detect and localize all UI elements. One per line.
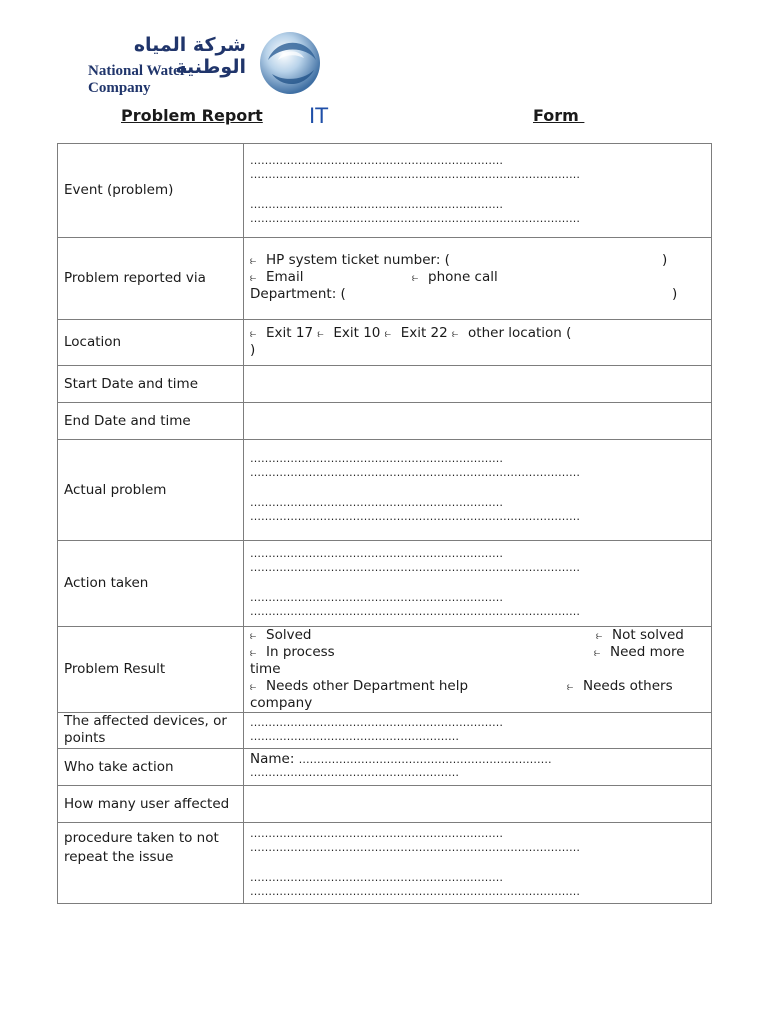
table-row-end xyxy=(58,403,712,440)
dotted-line: ………………………………………………… xyxy=(250,766,459,779)
dotted-line: ……………………………………………………………………………… xyxy=(250,841,580,854)
solved-option-label: Solved xyxy=(266,627,312,643)
checkbox-icon[interactable]: ⥼ xyxy=(250,271,257,284)
name-label: Name: xyxy=(250,751,299,767)
checkbox-icon[interactable]: ⥼ xyxy=(452,327,459,340)
water-drop-logo-icon xyxy=(258,30,322,96)
problem-report-table xyxy=(57,143,712,904)
who-take-action-label: Who take action xyxy=(58,749,244,786)
department-label: Department: ( xyxy=(250,286,346,302)
event-field[interactable] xyxy=(244,144,712,238)
table-row-affected-devices xyxy=(58,713,712,749)
dotted-line: ………………………………………………… xyxy=(250,730,459,743)
table-row-procedure xyxy=(58,823,712,904)
dotted-line: ……………………………………………………………………………… xyxy=(250,885,580,898)
table-row-action-taken xyxy=(58,541,712,627)
table-row-who-take-action xyxy=(58,749,712,786)
reported-via-field xyxy=(244,238,712,320)
checkbox-icon[interactable]: ⥼ xyxy=(317,327,324,340)
dotted-line: …………………………………………………………… xyxy=(250,591,503,604)
checkbox-icon[interactable]: ⥼ xyxy=(412,271,419,284)
dotted-line: ……………………………………………………………………………… xyxy=(250,466,580,479)
dotted-line: …………………………………………………………… xyxy=(250,198,503,211)
checkbox-icon[interactable]: ⥼ xyxy=(250,646,257,659)
needs-others-company-label: company xyxy=(250,695,313,711)
checkbox-icon[interactable]: ⥼ xyxy=(594,646,601,659)
other-location-label: other location ( xyxy=(468,325,572,341)
dotted-line: …………………………………………………………… xyxy=(250,716,503,729)
table-row-start xyxy=(58,366,712,403)
location-label: Location xyxy=(58,320,244,366)
location-field xyxy=(244,320,712,366)
dotted-line: …………………………………………………………… xyxy=(250,827,503,840)
exit-17-label: Exit 17 xyxy=(266,325,314,341)
dotted-line: ……………………………………………………………………………… xyxy=(250,168,580,181)
form-title-row xyxy=(0,104,768,130)
dotted-line: …………………………………………………………… xyxy=(250,452,503,465)
email-option-label: Email xyxy=(266,269,304,285)
checkbox-icon[interactable]: ⥼ xyxy=(250,680,257,693)
company-logo xyxy=(86,30,326,98)
need-more-time-label: time xyxy=(250,661,281,677)
problem-result-label: Problem Result xyxy=(58,627,244,713)
company-name-english: National Water Company xyxy=(88,63,187,96)
exit-10-label: Exit 10 xyxy=(333,325,381,341)
checkbox-icon[interactable]: ⥼ xyxy=(567,680,574,693)
reported-via-label: Problem reported via xyxy=(58,238,244,320)
dotted-line: …………………………………………………………… xyxy=(250,496,503,509)
affected-devices-field[interactable] xyxy=(244,713,712,749)
action-taken-label: Action taken xyxy=(58,541,244,627)
table-row-problem-result xyxy=(58,627,712,713)
not-solved-option-label: Not solved xyxy=(612,627,684,643)
dotted-line: ……………………………………………………………………………… xyxy=(250,510,580,523)
checkbox-icon[interactable]: ⥼ xyxy=(250,629,257,642)
checkbox-icon[interactable]: ⥼ xyxy=(384,327,391,340)
needs-department-option-label: Needs other Department help xyxy=(266,678,469,694)
table-row-reported-via xyxy=(58,238,712,320)
form-title-it: IT xyxy=(309,104,329,128)
start-date-label: Start Date and time xyxy=(58,366,244,403)
dotted-line: …………………………………………………………… xyxy=(298,753,552,766)
form-title-form: Form xyxy=(533,106,585,125)
table-row-location xyxy=(58,320,712,366)
dotted-line: …………………………………………………………… xyxy=(250,154,503,167)
hp-ticket-close: ) xyxy=(662,252,668,268)
form-title: Problem Report xyxy=(121,106,263,125)
problem-result-field xyxy=(244,627,712,713)
need-more-option-label: Need more xyxy=(610,644,685,660)
table-row-actual-problem xyxy=(58,440,712,541)
end-date-field[interactable] xyxy=(244,403,712,440)
exit-22-label: Exit 22 xyxy=(400,325,448,341)
phone-option-label: phone call xyxy=(428,269,498,285)
who-take-action-field[interactable] xyxy=(244,749,712,786)
checkbox-icon[interactable]: ⥼ xyxy=(250,254,257,267)
checkbox-icon[interactable]: ⥼ xyxy=(596,629,603,642)
dotted-line: ……………………………………………………………………………… xyxy=(250,605,580,618)
in-process-option-label: In process xyxy=(266,644,335,660)
table-row-event xyxy=(58,144,712,238)
affected-devices-label: The affected devices, or points xyxy=(58,713,244,749)
actual-problem-field[interactable] xyxy=(244,440,712,541)
actual-problem-label: Actual problem xyxy=(58,440,244,541)
event-label: Event (problem) xyxy=(58,144,244,238)
checkbox-icon[interactable]: ⥼ xyxy=(250,327,257,340)
dotted-line: …………………………………………………………… xyxy=(250,871,503,884)
dotted-line: ……………………………………………………………………………… xyxy=(250,212,580,225)
other-location-close: ) xyxy=(250,342,256,358)
users-affected-label: How many user affected xyxy=(58,786,244,823)
needs-others-option-label: Needs others xyxy=(583,678,673,694)
action-taken-field[interactable] xyxy=(244,541,712,627)
procedure-field[interactable] xyxy=(244,823,712,904)
hp-ticket-label: HP system ticket number: ( xyxy=(266,252,450,268)
table-row-users-affected xyxy=(58,786,712,823)
dotted-line: …………………………………………………………… xyxy=(250,547,503,560)
start-date-field[interactable] xyxy=(244,366,712,403)
company-name-arabic: شركة المياه الوطنية xyxy=(133,34,246,78)
dotted-line: ……………………………………………………………………………… xyxy=(250,561,580,574)
end-date-label: End Date and time xyxy=(58,403,244,440)
procedure-label: procedure taken to not repeat the issue xyxy=(58,823,244,904)
department-close: ) xyxy=(672,286,678,302)
users-affected-field[interactable] xyxy=(244,786,712,823)
